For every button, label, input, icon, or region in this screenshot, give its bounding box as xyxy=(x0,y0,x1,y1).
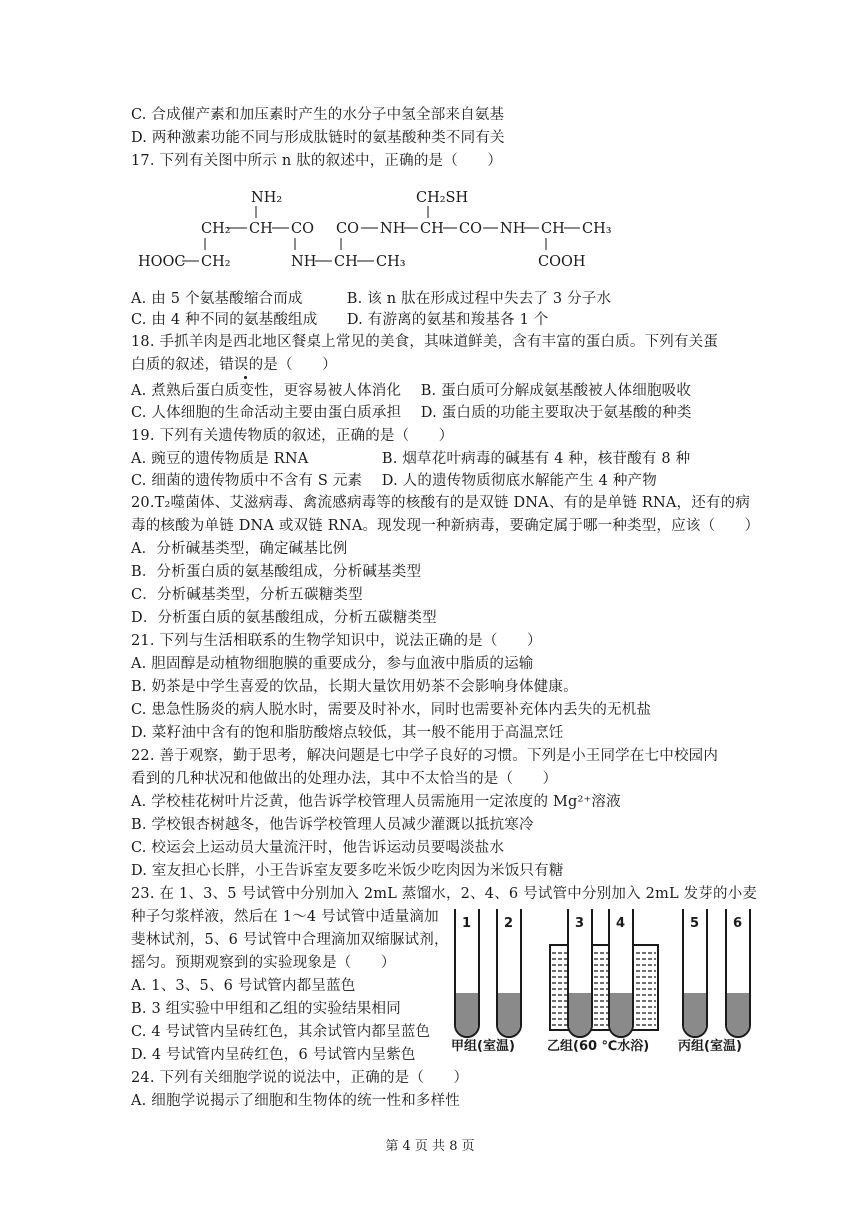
q20-option-b: B．分析蛋白质的氨基酸组成，分析碱基类型 xyxy=(131,564,422,580)
q22-option-c: C. 校运会上运动员大量流汗时，他告诉运动员要喝淡盐水 xyxy=(131,840,505,856)
tube-5 xyxy=(683,909,707,1037)
chain-nh-c: NH xyxy=(291,254,317,270)
tube-number-4: 4 xyxy=(616,916,626,931)
q20-option-a: A．分析碱基类型，确定碱基比例 xyxy=(131,541,348,557)
q18-options-cd: C. 人体细胞的生命活动主要由蛋白质承担 D. 蛋白质的功能主要取决于氨基酸的种类 xyxy=(131,405,692,421)
q18-options-ab: A. 煮熟后蛋白质变性，更容易被人体消化 B. 蛋白质可分解成氨基酸被人体细胞吸收 xyxy=(131,383,692,399)
group-label-jia: 甲组(室温) xyxy=(451,1039,515,1054)
tube-1 xyxy=(455,909,479,1037)
tube-1-liquid xyxy=(456,993,478,1036)
chain-ch-c: CH xyxy=(541,221,565,237)
water-bath xyxy=(550,945,658,1030)
q16-option-c: C. 合成催产素和加压素时产生的水分子中氢全部来自氨基 xyxy=(131,107,505,123)
chain-cooh: COOH xyxy=(538,254,586,270)
q20-option-d: D．分析蛋白质的氨基酸组成，分析五碳糖类型 xyxy=(131,610,437,626)
q17-stem: 17. 下列有关图中所示 n 肽的叙述中，正确的是（ ） xyxy=(131,153,503,169)
q23-option-c: C. 4 号试管内呈砖红色，其余试管内都呈蓝色 xyxy=(131,1024,431,1040)
tube-number-6: 6 xyxy=(733,916,743,931)
q20-option-c: C．分析碱基类型，分析五碳糖类型 xyxy=(131,587,363,603)
group-label-bing: 丙组(室温) xyxy=(678,1039,742,1054)
tube-3 xyxy=(568,909,592,1037)
chain-ch3-b: CH₃ xyxy=(376,254,406,270)
q22-stem-2: 看到的几种状况和他做出的处理办法，其中不太恰当的是（ ） xyxy=(131,771,558,787)
chain-ch3-a: CH₃ xyxy=(582,221,612,237)
q19-stem: 19. 下列有关遗传物质的叙述，正确的是（ ） xyxy=(131,428,454,444)
tube-6-liquid xyxy=(727,993,749,1036)
chain-ch-a: CH xyxy=(249,221,273,237)
q18-stem-1: 18. 手抓羊肉是西北地区餐桌上常见的美食，其味道鲜美，含有丰富的蛋白质。下列有关蛋 xyxy=(131,334,719,350)
q24-stem: 24. 下列有关细胞学说的说法中，正确的是（ ） xyxy=(131,1070,469,1086)
q21-option-d: D. 菜籽油中含有的饱和脂肪酸熔点较低，其一般不能用于高温烹饪 xyxy=(131,725,564,741)
q23-stem-1: 23. 在 1、3、5 号试管中分别加入 2mL 蒸馏水，2、4、6 号试管中分别加入 2mL 发芽的小麦 xyxy=(131,886,758,902)
chain-ch2-b: CH₂ xyxy=(201,254,231,270)
q24-option-a: A. 细胞学说揭示了细胞和生物体的统一性和多样性 xyxy=(131,1093,460,1109)
test-tube-figure xyxy=(443,905,773,1055)
tube-4 xyxy=(609,909,633,1037)
q22-option-a: A. 学校桂花树叶片泛黄，他告诉学校管理人员需施用一定浓度的 Mg²⁺溶液 xyxy=(131,794,621,810)
chain-co-b: CO xyxy=(336,221,359,237)
q23-option-d: D. 4 号试管内呈砖红色，6 号试管内呈紫色 xyxy=(131,1047,416,1063)
q22-stem-1: 22. 善于观察，勤于思考，解决问题是七中学子良好的习惯。下列是小王同学在七中校园内 xyxy=(131,748,719,764)
tube-2 xyxy=(497,909,521,1037)
q23-stem-2: 种子匀浆样液，然后在 1～4 号试管中适量滴加 xyxy=(131,909,439,925)
chain-nh-a: NH xyxy=(380,221,406,237)
q23-stem-3: 斐林试剂，5、6 号试管中合理滴加双缩脲试剂， xyxy=(131,932,449,948)
tube-number-2: 2 xyxy=(504,916,514,931)
chain-ch-b: CH xyxy=(420,221,444,237)
q21-option-b: B. 奶茶是中学生喜爱的饮品，长期大量饮用奶茶不会影响身体健康。 xyxy=(131,679,578,695)
tube-number-3: 3 xyxy=(575,916,585,931)
q23-option-b: B. 3 组实验中甲组和乙组的实验结果相同 xyxy=(131,1001,401,1017)
q19-options-ab: A. 豌豆的遗传物质是 RNA B. 烟草花叶病毒的碱基有 4 种，核苷酸有 8 种 xyxy=(131,451,691,467)
tube-4-liquid xyxy=(610,993,632,1036)
q21-stem: 21. 下列与生活相联系的生物学知识中，说法正确的是（ ） xyxy=(131,633,542,649)
chain-hooc: HOOC xyxy=(138,254,186,270)
q17-options-cd: C. 由 4 种不同的氨基酸组成 D. 有游离的氨基和羧基各 1 个 xyxy=(131,312,549,328)
chain-nh-b: NH xyxy=(500,221,526,237)
tube-2-liquid xyxy=(498,993,520,1036)
tube-number-1: 1 xyxy=(462,916,472,931)
q19-options-cd: C. 细菌的遗传物质中不含有 S 元素 D. 人的遗传物质彻底水解能产生 4 种产物 xyxy=(131,473,657,489)
page-footer: 第 4 页 共 8 页 xyxy=(385,1139,475,1154)
q16-option-d: D. 两种激素功能不同与形成肽链时的氨基酸种类不同有关 xyxy=(131,130,505,146)
tube-number-5: 5 xyxy=(690,916,700,931)
chain-co-a: CO xyxy=(291,221,314,237)
peptide-main-chain xyxy=(201,221,612,237)
peptide-nh2: NH₂ xyxy=(251,190,283,206)
group-label-yi: 乙组(60 ℃水浴) xyxy=(547,1039,650,1054)
q20-stem-1: 20.T₂噬菌体、艾滋病毒、禽流感病毒等的核酸有的是双链 DNA、有的是单链 RNA，还有的病 xyxy=(131,495,751,511)
q17-options-ab: A. 由 5 个氨基酸缩合而成 B. 该 n 肽在形成过程中失去了 3 分子水 xyxy=(131,291,612,307)
chain-ch2-a: CH₂ xyxy=(201,221,231,237)
q18-stem-2: 白质的叙述，错误的是（ ） xyxy=(131,357,337,373)
q23-option-a: A. 1、3、5、6 号试管内都呈蓝色 xyxy=(131,978,356,994)
chain-ch-d: CH xyxy=(334,254,358,270)
peptide-structure-diagram xyxy=(125,180,725,280)
q21-option-c: C. 患急性肠炎的病人脱水时，需要及时补水，同时也需要补充体内丢失的无机盐 xyxy=(131,702,652,718)
q22-option-d: D. 室友担心长胖，小王告诉室友要多吃米饭少吃肉因为米饭只有糖 xyxy=(131,863,564,879)
q22-option-b: B. 学校银杏树越冬，他告诉学校管理人员减少灌溉以抵抗寒冷 xyxy=(131,817,534,833)
chain-co-c: CO xyxy=(459,221,482,237)
q21-option-a: A. 胆固醇是动植物细胞膜的重要成分，参与血液中脂质的运输 xyxy=(131,656,534,672)
tube-3-liquid xyxy=(569,993,591,1036)
q23-stem-4: 摇匀。预期观察到的实验现象是（ ） xyxy=(131,955,396,971)
emphasis-dot xyxy=(244,376,247,379)
q20-stem-2: 毒的核酸为单链 DNA 或双链 RNA。现发现一种新病毒，要确定属于哪一种类型，应该（ ） xyxy=(131,518,760,534)
tube-6 xyxy=(726,909,750,1037)
peptide-ch2sh: CH₂SH xyxy=(416,190,469,206)
tube-5-liquid xyxy=(684,993,706,1036)
